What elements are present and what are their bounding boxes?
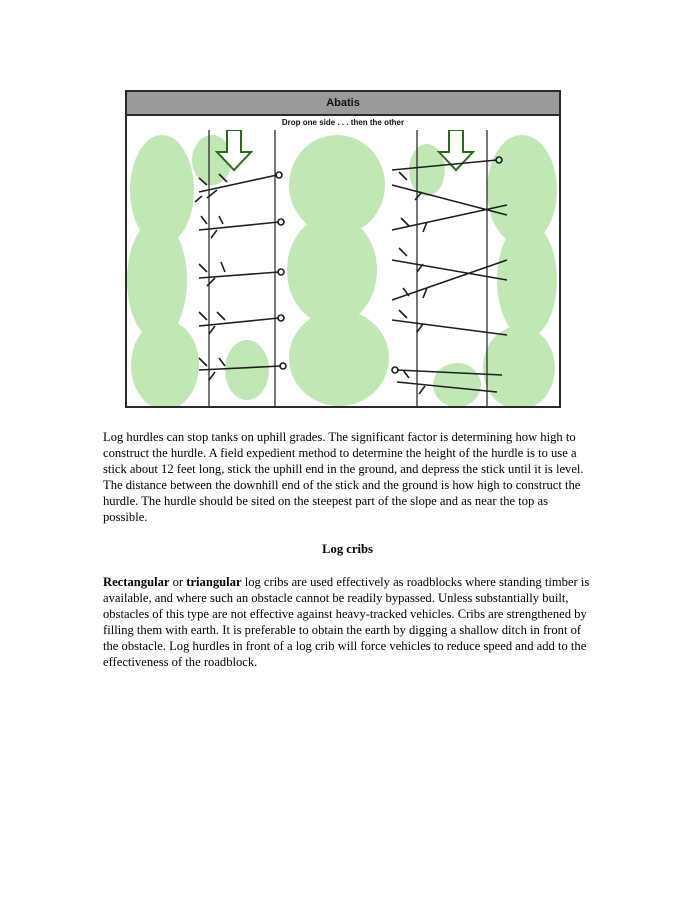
paragraph-log-cribs [103, 574, 593, 670]
text-or: or [169, 575, 187, 589]
paragraph-log-hurdles: Log hurdles can stop tanks on uphill grades. The significant factor is determining how high to construct the hurdle. A field expedient method to determine the height of the hurdle is to use a stick about 12 feet long, stick the uphill end in the ground, and depress the stick until it is level. The distance between the downhill end of the stick and the ground is how high to construct the hurdle. The hurdle should be sited on the steepest part of the slope and as near the top as possible. [103, 430, 584, 524]
term-triangular: triangular [186, 575, 242, 589]
foliage [127, 135, 557, 406]
figure-subtitle: Drop one side . . . then the other [281, 118, 405, 127]
abatis-figure [125, 90, 561, 408]
cribs-body: log cribs are used effectively as roadblocks where standing timber is available, and where such an obstacle cannot be readily bypassed. Unless substantially built, obstacles of this type are not effective against heavy-tracked vehicles. Cribs are strengthened by filling them with earth. It is preferable to obtain the earth by digging a shallow ditch in front of the obstacle. Log hurdles in front of a log crib will force vehicles to reduce speed and add to the effectiveness of the roadblock. [103, 575, 590, 669]
abatis-illustration [127, 130, 559, 406]
term-rectangular: Rectangular [103, 575, 170, 589]
section-heading-log-cribs: Log cribs [322, 542, 373, 556]
figure-title: Abatis [127, 92, 559, 116]
